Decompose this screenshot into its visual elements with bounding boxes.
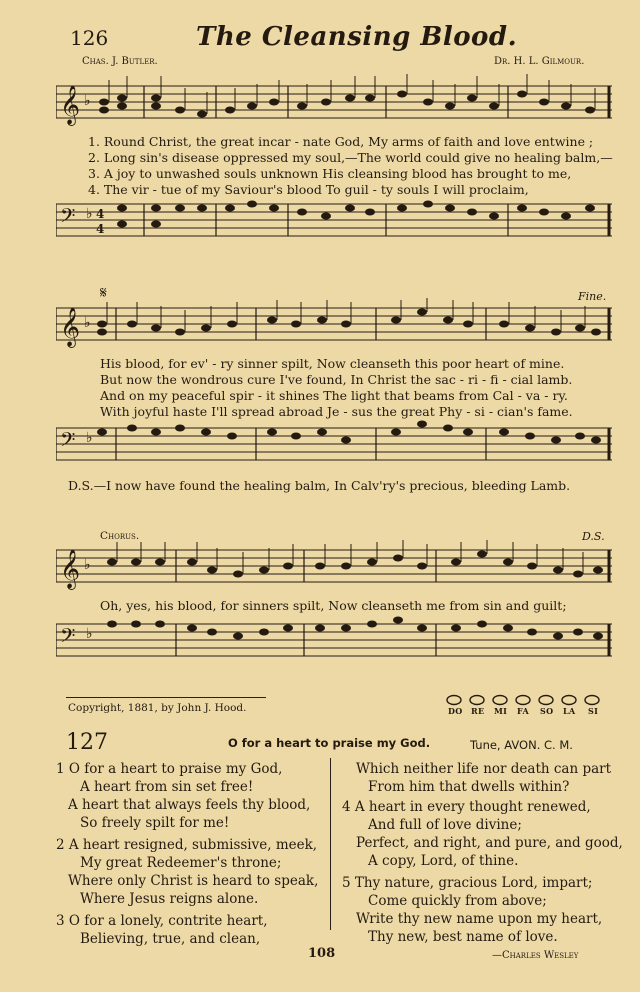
- left-line-8: Where Jesus reigns alone.: [80, 891, 259, 907]
- hymn-126-number: 126: [70, 26, 109, 50]
- system-1-treble-staff: [56, 72, 614, 136]
- left-line-9: 3 O for a lonely, contrite heart,: [56, 913, 268, 929]
- solfa-la: LA: [563, 706, 576, 716]
- words-credit: Chas. J. Butler.: [82, 56, 158, 67]
- hymn-127-number: 127: [66, 730, 108, 755]
- s2-lyric-2: But now the wondrous cure I've found, In Christ the sac - ri - fi - cial lamb.: [100, 372, 573, 387]
- system-2-treble-staff: [56, 298, 614, 354]
- svg-text:♭: ♭: [86, 206, 93, 222]
- svg-text:𝄢: 𝄢: [60, 428, 76, 456]
- s1-lyric-4: 4. The vir - tue of my Saviour's blood To guil - ty souls I will proclaim,: [88, 182, 529, 197]
- solfa-do: DO: [448, 706, 463, 716]
- left-line-1: 1 O for a heart to praise my God,: [56, 761, 283, 777]
- music-credit: Dr. H. L. Gilmour.: [494, 56, 585, 67]
- solfa-si: SI: [588, 706, 599, 716]
- solfa-re: RE: [471, 706, 485, 716]
- solfa-fa: FA: [517, 706, 530, 716]
- chorus-bass-staff: [56, 614, 614, 670]
- solfa-so: SO: [540, 706, 554, 716]
- svg-text:4: 4: [96, 207, 105, 221]
- hymn-127-tune: Tune, AVON. C. M.: [470, 738, 573, 752]
- right-line-9: Write thy new name upon my heart,: [356, 911, 603, 927]
- right-line-1: Which neither life nor death can part: [356, 761, 612, 777]
- svg-text:♭: ♭: [84, 557, 91, 573]
- column-divider: [330, 758, 331, 930]
- svg-text:𝄢: 𝄢: [60, 624, 76, 652]
- svg-text:♭: ♭: [86, 430, 93, 446]
- s1-lyric-3: 3. A joy to unwashed souls unknown His cleansing blood has brought to me,: [88, 166, 572, 181]
- s2-lyric-4: With joyful haste I'll spread abroad Je - sus the great Phy - si - cian's fame.: [100, 404, 573, 419]
- right-line-5: Perfect, and right, and pure, and good,: [356, 835, 623, 851]
- svg-text:♭: ♭: [84, 93, 91, 109]
- s1-lyric-2: 2. Long sin's disease oppressed my soul,—The world could give no healing balm,—: [88, 150, 613, 165]
- chorus-treble-staff: [56, 540, 614, 596]
- svg-text:♭: ♭: [86, 626, 93, 642]
- right-line-3: 4 A heart in every thought renewed,: [342, 799, 591, 815]
- left-line-7: Where only Christ is heard to speak,: [68, 873, 319, 889]
- left-line-6: My great Redeemer's throne;: [80, 855, 282, 871]
- right-line-6: A copy, Lord, of thine.: [368, 853, 519, 869]
- system-2-bass-staff: [56, 420, 614, 472]
- page-number: 108: [308, 946, 336, 961]
- right-line-7: 5 Thy nature, gracious Lord, impart;: [342, 875, 593, 891]
- left-line-4: So freely spilt for me!: [80, 815, 230, 831]
- left-line-10: Believing, true, and clean,: [80, 931, 261, 947]
- hymn-127-author: —Charles Wesley: [492, 950, 579, 961]
- ds-lyric-line: D.S.—I now have found the healing balm, In Calv'ry's precious, bleeding Lamb.: [68, 478, 571, 493]
- left-line-2: A heart from sin set free!: [80, 779, 254, 795]
- copyright-text: Copyright, 1881, by John J. Hood.: [68, 702, 247, 714]
- s2-lyric-3: And on my peaceful spir - it shines The light that beams from Cal - va - ry.: [100, 388, 568, 403]
- system-1-bass-staff: [56, 196, 614, 252]
- svg-text:𝄢: 𝄢: [60, 204, 76, 232]
- hymn-127-title: O for a heart to praise my God.: [228, 736, 431, 750]
- fine-mark: Fine.: [578, 290, 607, 303]
- segno-sign: 𝄋: [100, 283, 107, 302]
- right-line-2: From him that dwells within?: [368, 779, 570, 795]
- chorus-ds-mark: D.S.: [582, 530, 605, 543]
- s2-lyric-1: His blood, for ev' - ry sinner spilt, Now cleanseth this poor heart of mine.: [100, 356, 565, 371]
- chorus-label: Chorus.: [100, 530, 140, 542]
- svg-text:𝄞: 𝄞: [60, 85, 81, 125]
- svg-text:𝄞: 𝄞: [60, 549, 81, 589]
- svg-text:4: 4: [96, 222, 105, 236]
- s1-lyric-1: 1. Round Christ, the great incar - nate God, My arms of faith and love entwine ;: [88, 134, 594, 149]
- chorus-lyric: Oh, yes, his blood, for sinners spilt, Now cleanseth me from sin and guilt;: [100, 598, 567, 613]
- left-line-3: A heart that always feels thy blood,: [68, 797, 311, 813]
- hymn-126-title: The Cleansing Blood.: [196, 22, 518, 52]
- right-line-4: And full of love divine;: [368, 817, 522, 833]
- copyright-rule: [66, 697, 266, 698]
- solfa-mi: MI: [494, 706, 508, 716]
- left-line-5: 2 A heart resigned, submissive, meek,: [56, 837, 318, 853]
- svg-text:♭: ♭: [84, 315, 91, 331]
- right-line-10: Thy new, best name of love.: [368, 929, 558, 945]
- right-line-8: Come quickly from above;: [368, 893, 547, 909]
- svg-text:𝄞: 𝄞: [60, 307, 81, 347]
